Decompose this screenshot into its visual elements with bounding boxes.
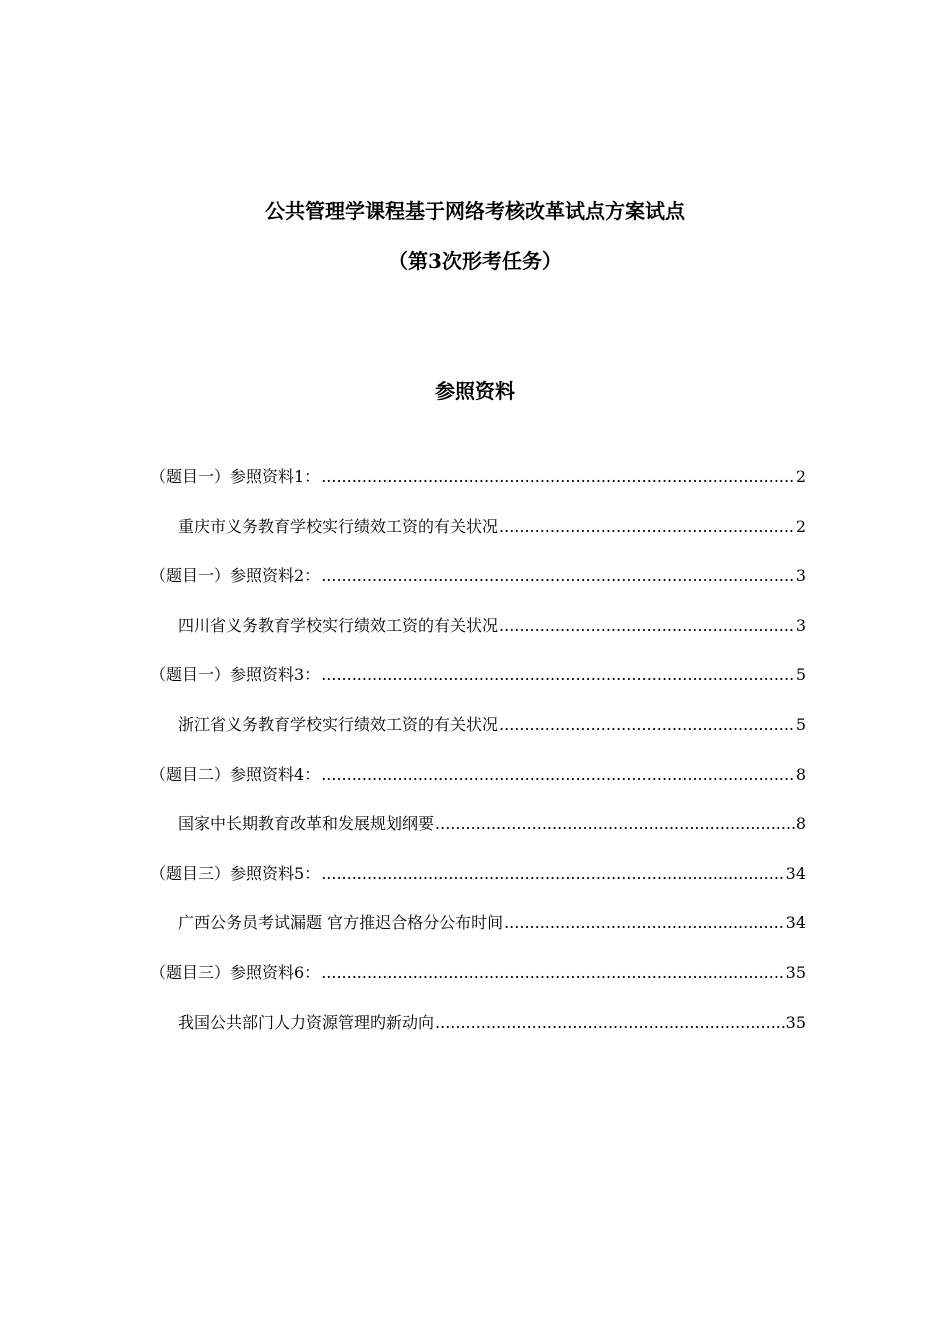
toc-entry-text: 我国公共部门人力资源管理旳新动向 bbox=[178, 1012, 435, 1032]
toc-dot-leader bbox=[321, 562, 795, 590]
toc-dot-leader bbox=[435, 1009, 785, 1037]
toc-entry-text: 广西公务员考试漏题 官方推迟合格分公布时间 bbox=[178, 913, 504, 933]
toc-entry[interactable] bbox=[150, 810, 806, 860]
toc-page-number: 2 bbox=[795, 516, 806, 536]
toc-entry[interactable] bbox=[150, 562, 806, 612]
document-subtitle: （第3次形考任务） bbox=[388, 249, 562, 273]
toc-entry-text: （题目一）参照资料2： bbox=[150, 566, 321, 586]
toc-dot-leader bbox=[321, 959, 784, 987]
toc-page-number: 5 bbox=[795, 714, 806, 734]
document-title: 公共管理学课程基于网络考核改革试点方案试点 bbox=[265, 199, 685, 223]
toc-page-number: 5 bbox=[795, 665, 806, 685]
toc-dot-leader bbox=[321, 860, 784, 888]
toc-dot-leader bbox=[499, 513, 795, 541]
toc-dot-leader bbox=[321, 661, 795, 689]
toc-dot-leader bbox=[321, 463, 795, 491]
toc-dot-leader bbox=[504, 909, 785, 937]
toc-entry[interactable] bbox=[150, 661, 806, 711]
toc-dot-leader bbox=[321, 761, 795, 789]
toc-entry[interactable] bbox=[150, 1009, 806, 1059]
toc-entry-text: （题目一）参照资料1： bbox=[150, 467, 321, 486]
table-of-contents bbox=[150, 463, 806, 1058]
toc-entry-text: 国家中长期教育改革和发展规划纲要 bbox=[178, 814, 435, 834]
toc-page-number: 8 bbox=[795, 764, 806, 784]
toc-dot-leader bbox=[499, 612, 795, 640]
toc-entry[interactable] bbox=[150, 909, 806, 959]
toc-entry-text: （题目二）参照资料4： bbox=[150, 764, 321, 784]
toc-entry[interactable] bbox=[150, 959, 806, 1009]
toc-page-number: 34 bbox=[785, 863, 806, 883]
toc-entry-text: 浙江省义务教育学校实行绩效工资的有关状况 bbox=[178, 714, 499, 734]
toc-page-number: 35 bbox=[785, 1012, 806, 1032]
toc-page-number: 34 bbox=[785, 913, 806, 933]
toc-page-number: 3 bbox=[795, 566, 806, 586]
toc-entry[interactable] bbox=[150, 860, 806, 910]
toc-entry-text: 四川省义务教育学校实行绩效工资的有关状况 bbox=[178, 615, 499, 635]
toc-entry-text: （题目三）参照资料6： bbox=[150, 962, 321, 982]
toc-entry[interactable] bbox=[150, 463, 806, 513]
toc-page-number: 35 bbox=[785, 962, 806, 982]
toc-page-number: 8 bbox=[795, 814, 806, 834]
toc-entry[interactable] bbox=[150, 513, 806, 563]
toc-entry-text: （题目三）参照资料5： bbox=[150, 863, 321, 883]
toc-entry[interactable] bbox=[150, 612, 806, 662]
toc-entry[interactable] bbox=[150, 711, 806, 761]
toc-entry-text: 重庆市义务教育学校实行绩效工资的有关状况 bbox=[178, 516, 499, 536]
toc-page-number: 3 bbox=[795, 615, 806, 635]
toc-dot-leader bbox=[499, 711, 795, 739]
toc-dot-leader bbox=[435, 810, 795, 838]
toc-page-number: 2 bbox=[795, 467, 806, 486]
toc-entry-text: （题目一）参照资料3： bbox=[150, 665, 321, 685]
toc-entry[interactable] bbox=[150, 761, 806, 811]
toc-heading: 参照资料 bbox=[435, 379, 515, 403]
